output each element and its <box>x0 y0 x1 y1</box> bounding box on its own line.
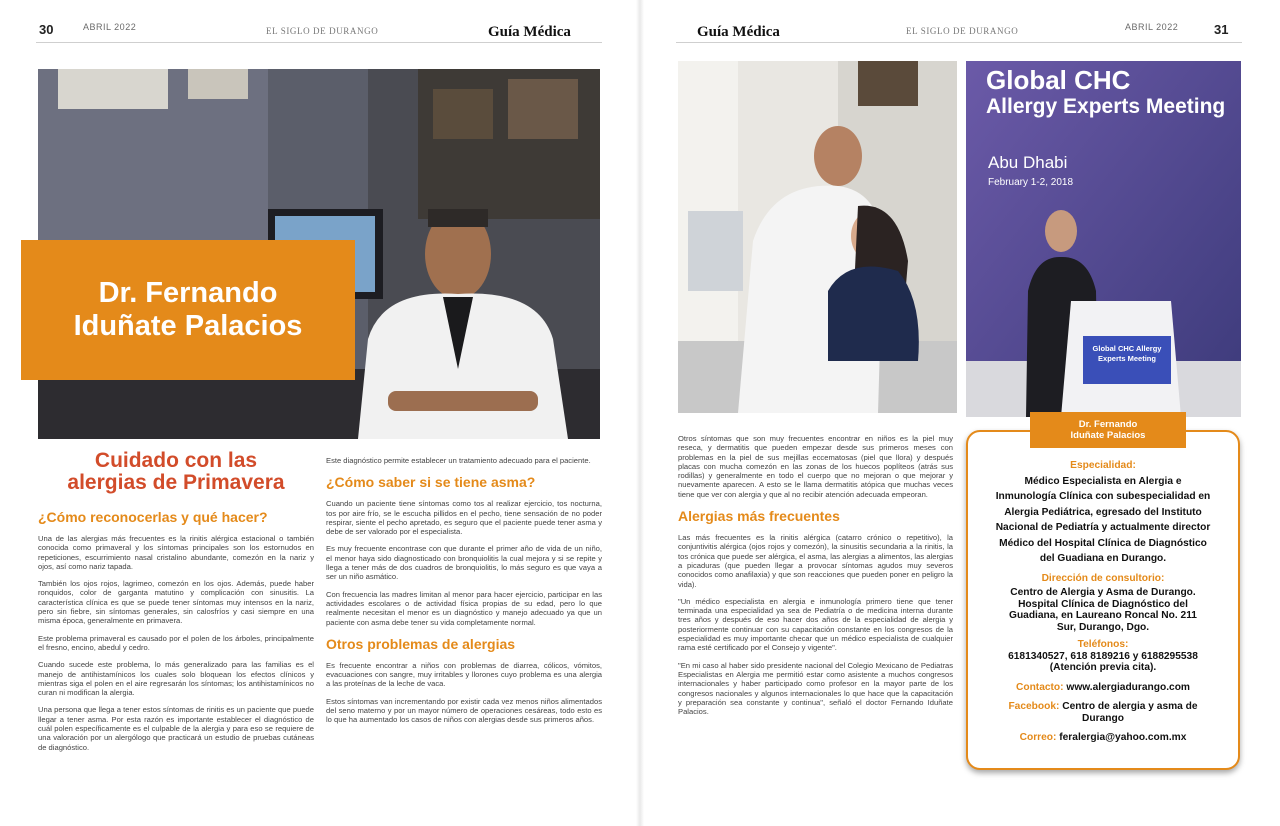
article-headline <box>38 450 314 494</box>
email-label: Correo: <box>1019 732 1057 743</box>
header-rule <box>676 42 1242 43</box>
email-block <box>980 730 1226 746</box>
paragraph: Este problema primaveral es causado por el polen de los árboles, principalmente el fresno, encino, abedul y cedro. <box>38 633 314 652</box>
paragraph: Las más frecuentes es la rinitis alérgica (catarro crónico o repetitivo), la conjuntivitis alérgica (ojos rojos y comezón), la sinusitis secundaria a la rinitis, la tos crónica que puede ser alérgica, el asma, las alergias a alimentos, las alergias a picaduras (que pueden llegar a provocar síntomas agudos muy severos conocidos como anafilaxia) y que son reacciones que pueden poner en peligro la vida). <box>678 533 953 589</box>
address-label: Dirección de consultorio: <box>1041 572 1165 584</box>
page-number: 31 <box>1214 22 1229 37</box>
page-number: 30 <box>39 22 54 37</box>
email-link[interactable]: feralergia@yahoo.com.mx <box>1059 732 1187 743</box>
paragraph: Cuando un paciente tiene síntomas como tos al realizar ejercicio, tos nocturna, tos por aire frío, se le escucha pillidos en el pecho, tiene sensación de no poder respirar, siente el pecho apretado, es seguro que el paciente puede tener asma y debe de ser valorado por el especialista. <box>326 499 602 537</box>
header-rule <box>36 42 602 43</box>
paragraph: Otros síntomas que son muy frecuentes encontrar en niños es la piel muy reseca, y dermatitis que pueden empezar desde sus primeros meses con problemas en la piel de sus mejillas eccematosas (piel que llora) y después placas con mucha comezón en las zonas de los huecos poplíteos (atrás sus rodillas) y generalmente en todo el cuerpo que no mejoran o que mejorar y nuevamente aparecen. A esto se le llama dermatitis atópica que muchas veces tiene que ver con alergia y que al no recibir atención adecuada empeoran. <box>678 434 953 499</box>
specialty-line: del Guadiana en Durango. <box>1039 553 1167 564</box>
specialty-block <box>980 458 1226 567</box>
specialty-line: Médico Especialista en Alergia e <box>1024 475 1182 487</box>
specialty-line: Médico del Hospital Clínica de Diagnóstico <box>999 537 1207 549</box>
article-column-2 <box>326 456 602 733</box>
facebook-value-line2[interactable]: Durango <box>1082 712 1124 724</box>
phones-block <box>980 639 1226 674</box>
phones-line: (Atención previa cita). <box>1049 662 1157 673</box>
issue-date: ABRIL 2022 <box>83 22 137 32</box>
banner-title-line1: Global CHC <box>986 65 1131 95</box>
website-link[interactable]: www.alergiadurango.com <box>1066 681 1190 693</box>
paragraph: Una persona que llega a tener estos síntomas de rinitis es un paciente que puede llegar a tener asma. Por esta razón es importante establecer el diagnóstico de cuál polen específicamente es el culpable de la alergia y para eso se requiere de una valoración por un alergólogo que practicará un estudio de pruebas cutáneas de diagnóstico. <box>38 705 314 752</box>
conference-photo <box>966 61 1241 417</box>
card-tab-line2: Iduñate Palacios <box>1070 430 1146 441</box>
facebook-value[interactable]: Centro de alergia y asma de <box>1062 701 1198 712</box>
headline-line2: alergias de Primavera <box>67 471 285 494</box>
address-block <box>980 573 1226 634</box>
article-column-1 <box>38 450 314 760</box>
subheading-frequent-allergies: Alergias más frecuentes <box>678 508 840 525</box>
doctor-with-patient-photo <box>678 61 957 413</box>
issue-date: ABRIL 2022 <box>1125 22 1179 32</box>
newspaper-name: EL SIGLO DE DURANGO <box>266 26 379 36</box>
card-tab-line1: Dr. Fernando <box>1078 419 1138 430</box>
section-masthead: Guía Médica <box>488 24 571 40</box>
address-line: Centro de Alergia y Asma de Durango. <box>1010 587 1196 598</box>
specialty-line: Alergia Pediátrica, egresado del Instituto <box>1004 506 1202 518</box>
podium-sign-line1: Global CHC Allergy <box>1092 344 1162 353</box>
banner-title-line2: Allergy Experts Meeting <box>986 95 1226 118</box>
banner-date: February 1-2, 2018 <box>988 177 1074 188</box>
paragraph: Con frecuencia las madres limitan al menor para hacer ejercicio, participar en las actividades escolares o de actividad física propias de su edad, pero lo que realmente necesitan el menor es un diagnóstico y manejo adecuado ya que un paciente con asma debe tener su vida completamente normal. <box>326 589 602 627</box>
podium-sign <box>1085 344 1169 364</box>
info-card-title-tab <box>1030 412 1186 448</box>
address-line: Guadiana, en Laureano Roncal No. 211 <box>1009 610 1197 621</box>
address-line: Hospital Clínica de Diagnóstico del <box>1018 598 1188 610</box>
subheading-other-problems: Otros problemas de alergias <box>326 635 516 652</box>
paragraph: Es muy frecuente encontrase con que durante el primer año de vida de un niño, el menor haya sido diagnosticado con bronquiolitis la cual mejora y si se repite y llega a tener más de dos cuadros de bronquiolitis, lo más seguro es que vaya a ser un niño asmático. <box>326 544 602 582</box>
section-masthead: Guía Médica <box>697 24 780 40</box>
facebook-block <box>980 701 1226 724</box>
newspaper-name: EL SIGLO DE DURANGO <box>906 26 1019 36</box>
podium-sign-line2: Experts Meeting <box>1098 354 1156 363</box>
paragraph: Es frecuente encontrar a niños con problemas de diarrea, cólicos, vómitos, evacuaciones con sangre, muy irritables y llorones cuyo problema es una alergia a las proteínas de la leche de vaca. <box>326 660 602 689</box>
address-line: Sur, Durango, Dgo. <box>1056 621 1150 633</box>
paragraph: Estos síntomas van incrementando por existir cada vez menos niños alimentados del seno materno y por un mayor número de operaciones cesáreas, todo esto es lo que ha aumentado los casos de niños con alergias desde sus primeros años. <box>326 696 602 725</box>
doctor-name-box <box>21 240 355 380</box>
paragraph: "Un médico especialista en alergia e inmunología primero tiene que tener terminada una especialidad ya sea de Pediatría o de medicina interna durante tres años y después de eso hacer dos años de la especialidad de alergia y posteriormente continuar con su capacitación constante en los congresos de la especialidad es muy importante checar que un médico especialista de cualquier rama esté certificado por el Consejo y vigente". <box>678 596 953 653</box>
specialty-line: Inmunología Clínica con subespecialidad en <box>995 491 1211 502</box>
phones-line: 6181340527, 618 8189216 y 6188295538 <box>1008 650 1198 662</box>
article-column-3 <box>678 434 953 724</box>
info-card-content <box>980 458 1226 752</box>
contact-label: Contacto: <box>1016 681 1064 693</box>
specialty-label: Especialidad: <box>1070 460 1136 471</box>
paragraph: Una de las alergias más frecuentes es la rinitis alérgica estacional o también conocida como primaveral y los síntomas principales son los estornudos en repeticiones, escurrimiento nasal cristalino abundante, comezón en la nariz y ojos, así como nariz tapada. <box>38 534 314 571</box>
contact-block <box>980 680 1226 696</box>
subheading-asthma: ¿Cómo saber si se tiene asma? <box>326 474 536 491</box>
doctor-name-line2: Iduñate Palacios <box>73 310 303 342</box>
specialty-line: Nacional de Pediatría y actualmente director <box>995 522 1211 533</box>
doctor-info-card <box>966 430 1240 770</box>
subheading-recognize: ¿Cómo reconocerlas y qué hacer? <box>38 509 268 525</box>
banner-location: Abu Dhabi <box>988 153 1068 172</box>
paragraph: "En mi caso al haber sido presidente nacional del Colegio Mexicano de Pediatras Especialistas en Alergia me permitió estar como asistente a muchos congresos internacionales y haber participado como profesor en la mayor parte de los congresos nacionales y algunos internacionales lo que hace que la capacitación y preparación sea constante y continua", señaló el doctor Fernando Iduñate Palacios. <box>678 660 953 717</box>
headline-line1: Cuidado con las <box>94 449 258 472</box>
paragraph: Este diagnóstico permite establecer un tratamiento adecuado para el paciente. <box>326 456 591 465</box>
paragraph: Cuando sucede este problema, lo más generalizado para las familias es el manejo de antihistamínicos los cuales solo bloquean los efectos clínicos y mientras siga el polen en el aire regresarán los síntomas; los antihistamínicos no curan ni modifican la alergia. <box>38 660 314 698</box>
paragraph: También los ojos rojos, lagrimeo, comezón en los ojos. Además, puede haber ronquidos, color de garganta matutino y complicación con sinusitis. La característica clínica es que se puede tener síntomas muy intensos en la nariz, pero sin fiebre, sin síntomas generales, sin calosfríos y casi siempre en una misma época, generalmente en primavera. <box>38 579 314 626</box>
doctor-name-line1: Dr. Fernando <box>98 277 278 309</box>
facebook-label: Facebook: <box>1008 701 1060 712</box>
phones-label: Teléfonos: <box>1077 639 1129 650</box>
